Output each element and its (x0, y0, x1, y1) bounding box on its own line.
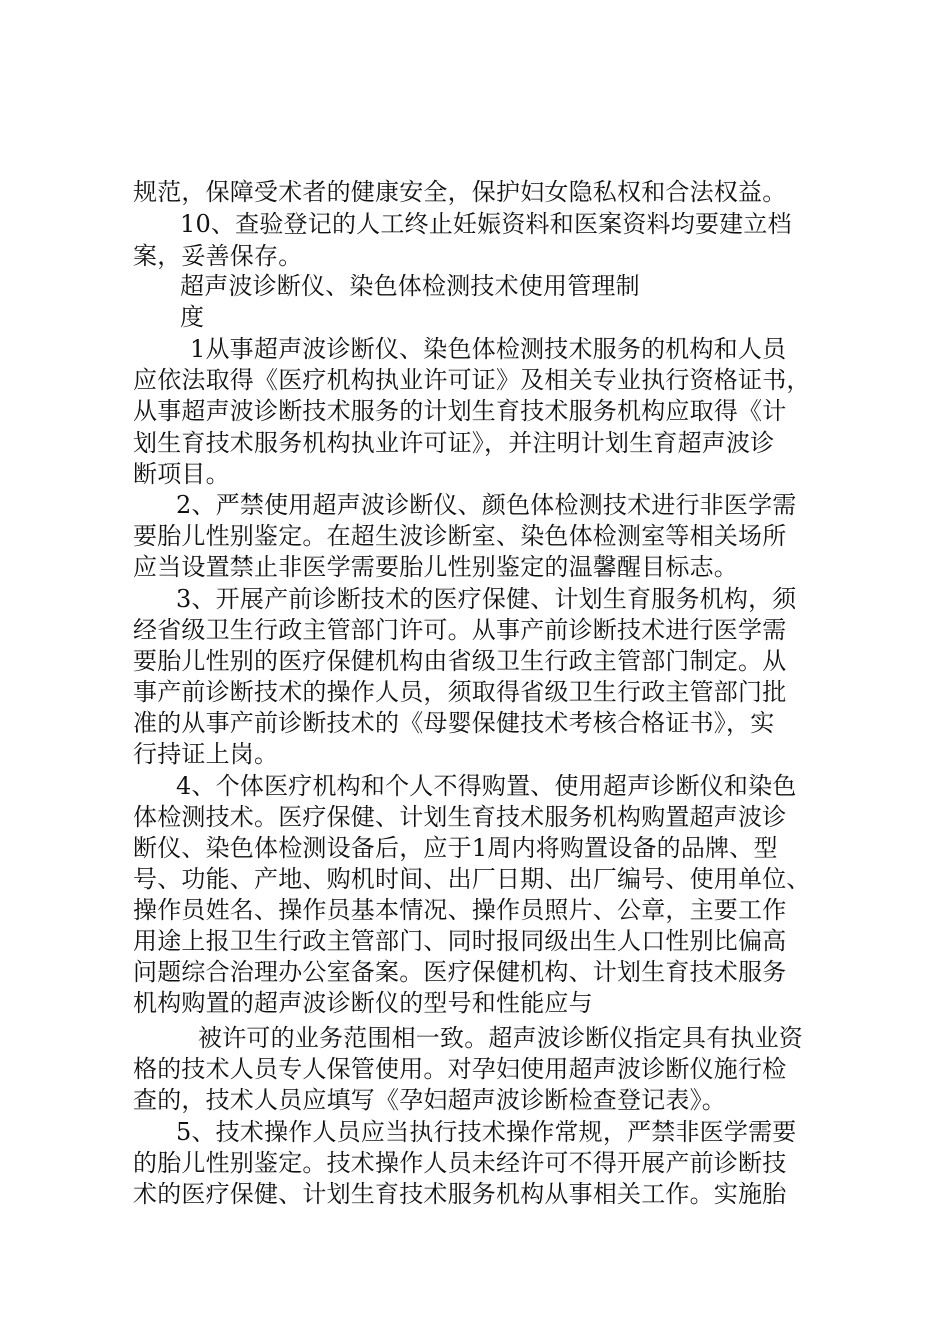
text-line: 规范，保障受术者的健康安全，保护妇女隐私权和合法权益。 (133, 178, 787, 206)
text-line: 机构购置的超声波诊断仪的型号和性能应与 (133, 989, 593, 1017)
text-line: 5、技术操作人员应当执行技术操作常规，严禁非医学需要 (176, 1118, 797, 1146)
text-line: 断仪、染色体检测设备后，应于1周内将购置设备的品牌、型 (133, 834, 778, 862)
text-line: 应依法取得《医疗机构执业许可证》及相关专业执行资格证书， (133, 366, 811, 394)
text-line: 要胎儿性别的医疗保健机构由省级卫生行政主管部门制定。从 (133, 647, 787, 675)
text-line: 案，妥善保存。 (133, 242, 303, 270)
text-line: 要胎儿性别鉴定。在超生波诊断室、染色体检测室等相关场所 (133, 522, 787, 550)
text-line: 2、严禁使用超声波诊断仪、颜色体检测技术进行非医学需 (176, 491, 797, 519)
text-line: 术的医疗保健、计划生育技术服务机构从事相关工作。实施胎 (133, 1180, 787, 1208)
text-line: 应当设置禁止非医学需要胎儿性别鉴定的温馨醒目标志。 (133, 553, 738, 581)
text-line: 划生育技术服务机构执业许可证》，并注明计划生育超声波诊 (133, 429, 775, 457)
text-line: 3、开展产前诊断技术的医疗保健、计划生育服务机构，须 (176, 585, 797, 613)
text-line: 事产前诊断技术的操作人员，须取得省级卫生行政主管部门批 (133, 678, 787, 706)
text-line: 10、查验登记的人工终止妊娠资料和医案资料均要建立档 (180, 210, 792, 238)
text-line: 号、功能、产地、购机时间、出厂日期、出厂编号、使用单位、 (133, 865, 811, 893)
section-heading: 度 (180, 303, 205, 331)
text-line: 行持证上岗。 (133, 740, 279, 768)
section-heading: 超声波诊断仪、染色体检测技术使用管理制 (180, 272, 640, 300)
text-line: 被许可的业务范围相一致。超声波诊断仪指定具有执业资 (198, 1024, 803, 1052)
text-line: 准的从事产前诊断技术的《母婴保健技术考核合格证书》，实 (133, 709, 775, 737)
text-line: 体检测技术。医疗保健、计划生育技术服务机构购置超声波诊 (133, 803, 787, 831)
text-line: 1从事超声波诊断仪、染色体检测技术服务的机构和人员 (190, 335, 787, 363)
text-line: 格的技术人员专人保管使用。对孕妇使用超声波诊断仪施行检 (133, 1055, 787, 1083)
text-line: 操作员姓名、操作员基本情况、操作员照片、公章，主要工作 (133, 896, 787, 924)
text-line: 问题综合治理办公室备案。医疗保健机构、计划生育技术服务 (133, 958, 787, 986)
text-line: 用途上报卫生行政主管部门、同时报同级出生人口性别比偏高 (133, 927, 787, 955)
text-line: 从事超声波诊断技术服务的计划生育技术服务机构应取得《计 (133, 397, 787, 425)
text-line: 查的，技术人员应填写《孕妇超声波诊断检查登记表》。 (133, 1086, 726, 1114)
text-line: 4、个体医疗机构和个人不得购置、使用超声诊断仪和染色 (176, 772, 797, 800)
text-line: 经省级卫生行政主管部门许可。从事产前诊断技术进行医学需 (133, 616, 787, 644)
text-line: 断项目。 (133, 460, 230, 488)
text-line: 的胎儿性别鉴定。技术操作人员未经许可不得开展产前诊断技 (133, 1149, 787, 1177)
